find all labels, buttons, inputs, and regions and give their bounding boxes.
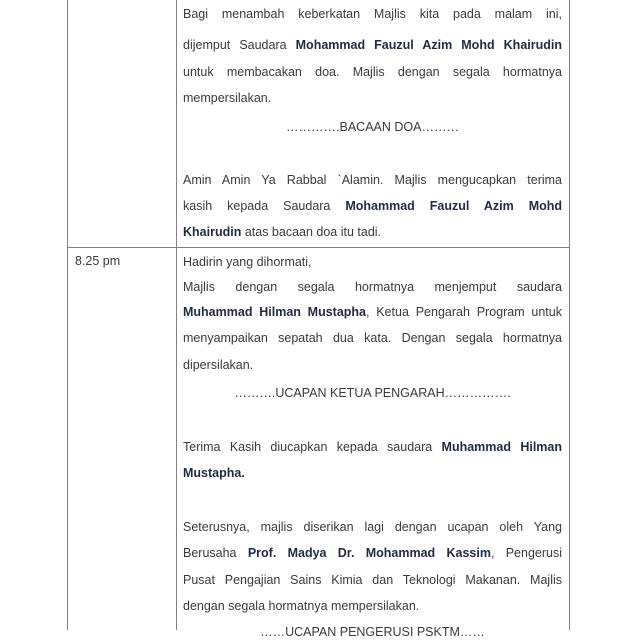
text-line bbox=[183, 90, 562, 106]
text-segment: Berusaha bbox=[183, 546, 248, 560]
text-segment: , Pengerusi bbox=[490, 546, 563, 560]
text-line bbox=[183, 119, 562, 135]
text-line bbox=[183, 6, 562, 22]
text-line bbox=[183, 64, 562, 80]
text-segment: ………….BACAAN DOA……… bbox=[286, 120, 459, 134]
text-segment: atas bacaan doa itu tadi. bbox=[241, 225, 382, 239]
bold-name: Mohammad Fauzul Azim Mohd Khairudin bbox=[295, 38, 562, 52]
text-segment: mempersilakan. bbox=[183, 91, 272, 105]
bold-name: Muhammad Hilman bbox=[441, 440, 562, 454]
text-line bbox=[183, 439, 562, 455]
text-segment: ……UCAPAN PENGERUSI PSKTM…… bbox=[260, 625, 485, 639]
text-segment: Pusat Pengajian Sains Kimia dan Teknologi Makanan. Majlis bbox=[183, 573, 562, 587]
bold-name: Prof. Madya Dr. Mohammad Kassim bbox=[247, 546, 491, 560]
text-segment: dengan segala hormatnya mempersilakan. bbox=[183, 599, 420, 613]
text-line bbox=[183, 254, 562, 270]
text-segment: Amin Amin Ya Rabbal `Alamin. Majlis mengucapkan terima bbox=[183, 173, 562, 187]
bold-name: Mustapha. bbox=[183, 466, 245, 480]
text-line bbox=[183, 624, 562, 640]
text-segment: Terima Kasih diucapkan kepada saudara bbox=[183, 440, 442, 454]
text-segment: Majlis dengan segala hormatnya menjemput saudara bbox=[183, 280, 562, 294]
table-right-border bbox=[569, 0, 570, 630]
text-segment: dijemput Saudara bbox=[183, 38, 296, 52]
text-line bbox=[183, 198, 562, 214]
text-segment: , Ketua Pengarah Program untuk bbox=[366, 305, 562, 319]
text-line bbox=[183, 598, 562, 614]
text-line bbox=[183, 572, 562, 588]
text-line bbox=[183, 385, 562, 401]
text-line bbox=[183, 304, 562, 320]
text-line bbox=[183, 545, 562, 561]
text-line bbox=[183, 37, 562, 53]
text-segment: Hadirin yang dihormati, bbox=[183, 255, 312, 269]
text-segment: Seterusnya, majlis diserikan lagi dengan ucapan oleh Yang bbox=[183, 520, 562, 534]
table-column-divider bbox=[176, 0, 177, 630]
text-segment: dipersilakan. bbox=[183, 358, 254, 372]
text-segment: kasih kepada Saudara bbox=[183, 199, 346, 213]
text-segment: ……….UCAPAN KETUA PENGARAH……………. bbox=[234, 386, 511, 400]
text-line bbox=[183, 172, 562, 188]
text-line bbox=[183, 465, 562, 481]
text-segment: untuk membacakan doa. Majlis dengan segala hormatnya bbox=[183, 65, 562, 79]
text-line bbox=[183, 357, 562, 373]
table-row-divider bbox=[67, 247, 570, 248]
text-line bbox=[183, 224, 562, 240]
bold-name: Khairudin bbox=[183, 225, 242, 239]
text-line bbox=[183, 279, 562, 295]
text-segment: menyampaikan sepatah dua kata. Dengan segala hormatnya bbox=[183, 331, 562, 345]
table-left-border bbox=[67, 0, 68, 630]
text-line bbox=[183, 330, 562, 346]
row-time: 8.25 pm bbox=[75, 254, 121, 268]
bold-name: Muhammad Hilman Mustapha bbox=[183, 305, 367, 319]
bold-name: Mohammad Fauzul Azim Mohd bbox=[345, 199, 563, 213]
text-segment: Bagi menambah keberkatan Majlis kita pada malam ini, bbox=[183, 7, 562, 21]
text-line bbox=[183, 519, 562, 535]
